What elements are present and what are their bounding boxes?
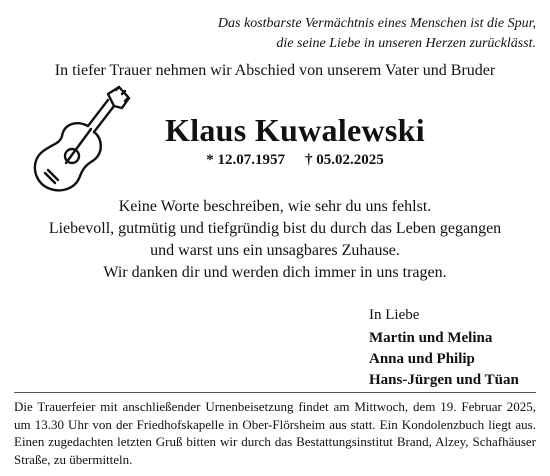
intro-text: In tiefer Trauer nehmen wir Abschied von unserem Vater und Bruder bbox=[54, 62, 496, 79]
divider bbox=[14, 392, 536, 393]
guitar-icon bbox=[28, 84, 134, 196]
quote-line-1: Das kostbarste Vermächtnis eines Menschen ist die Spur, bbox=[217, 16, 536, 31]
verse-line: und warst uns ein unsagbares Zuhause. bbox=[150, 242, 400, 259]
birth-date: * 12.07.1957 bbox=[206, 152, 285, 168]
verse-line: Keine Worte beschreiben, wie sehr du uns fehlst. bbox=[118, 198, 432, 215]
mourner-name: Martin und Melina bbox=[369, 330, 493, 346]
signoff bbox=[369, 305, 519, 391]
funeral-notice: Die Trauerfeier mit anschließender Urnenbeisetzung findet am Mittwoch, dem 19. Februar 2025, um 13.30 Uhr von der Friedhofskapelle in Ober-Flörsheim aus statt. Ein Kondolenzbuch liegt aus. Einen zugedachten letzten Gruß bitten wir durch das Bestattungsinstitut Brand, Alzey, Schafhäuser Straße, zu übermitteln. bbox=[14, 399, 536, 467]
verse-line: Liebevoll, gutmütig und tiefgründig bist du durch das Leben gegangen bbox=[48, 220, 502, 237]
mourners-list bbox=[369, 328, 519, 391]
mourner-name: Anna und Philip bbox=[369, 351, 475, 367]
death-date: † 05.02.2025 bbox=[305, 152, 384, 168]
verse-line: Wir danken dir und werden dich immer in uns tragen. bbox=[103, 264, 447, 281]
signoff-lead: In Liebe bbox=[369, 307, 420, 323]
life-dates bbox=[150, 152, 440, 169]
quote bbox=[218, 14, 536, 54]
deceased-name: Klaus Kuwalewski bbox=[165, 112, 425, 148]
quote-line-2: die seine Liebe in unseren Herzen zurücklässt. bbox=[276, 36, 536, 51]
memorial-verse bbox=[0, 196, 550, 284]
mourner-name: Hans-Jürgen und Tüan bbox=[369, 372, 519, 388]
